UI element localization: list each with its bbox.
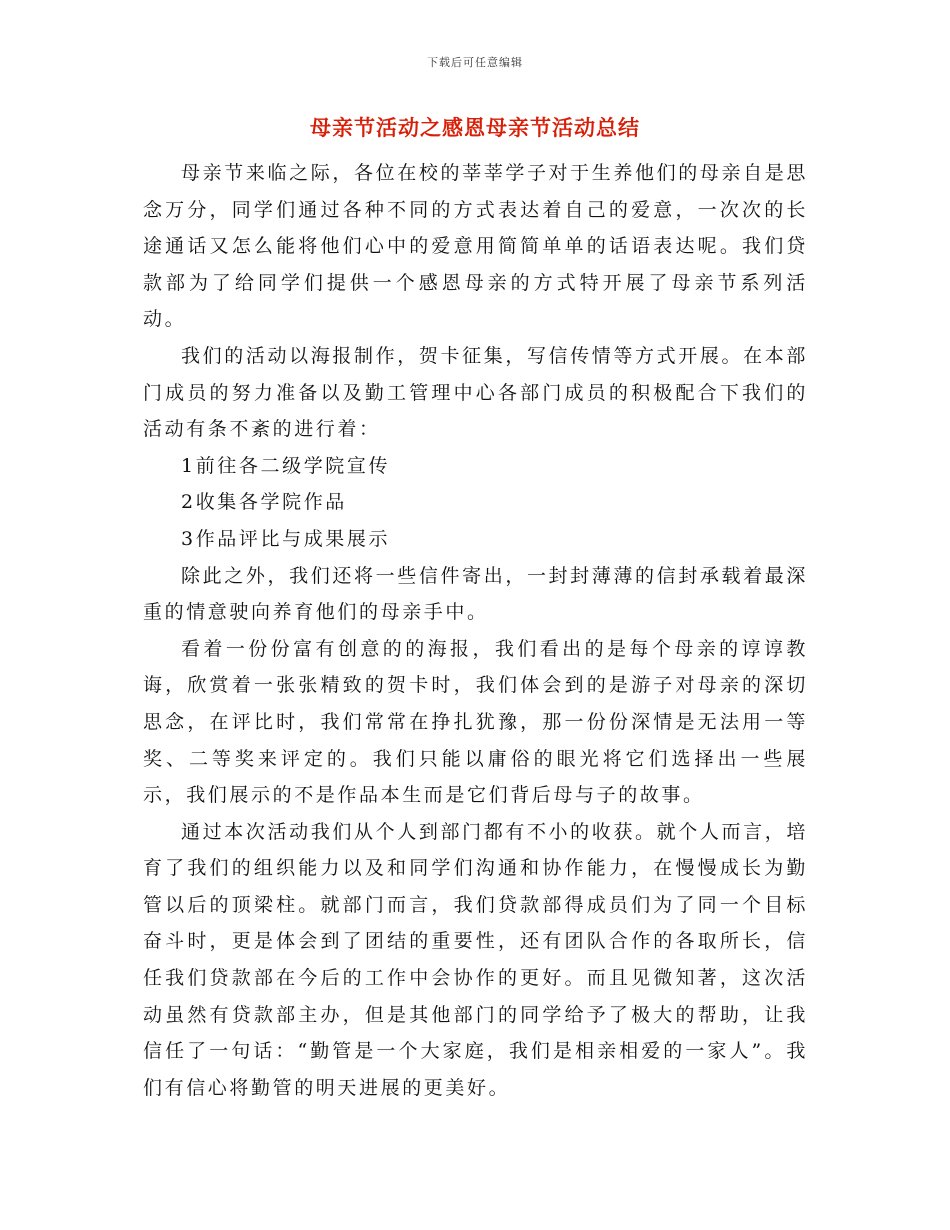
header-note: 下载后可任意编辑 bbox=[427, 56, 523, 69]
paragraph-reflection: 看着一份份富有创意的的海报，我们看出的是每个母亲的谆谆教诲，欣赏着一张张精致的贺卡时，我们体会到的是游子对母亲的深切思念，在评比时，我们常常在挣扎犹豫，那一份份深情是无法用一等奖、二等奖来评定的。我们只能以庸俗的眼光将它们选择出一些展示，我们展示的不是作品本生而是它们背后母与子的故事。 bbox=[143, 637, 808, 807]
list-item-2: 2收集各学院作品 bbox=[181, 491, 347, 514]
paragraph-activities: 我们的活动以海报制作，贺卡征集，写信传情等方式开展。在本部门成员的努力准备以及勤工管理中心各部门成员的积极配合下我们的活动有条不紊的进行着： bbox=[143, 344, 808, 441]
document-body bbox=[143, 155, 808, 1106]
paragraph-intro: 母亲节来临之际，各位在校的莘莘学子对于生养他们的母亲自是思念万分，同学们通过各种不同的方式表达着自己的爱意，一次次的长途通话又怎么能将他们心中的爱意用简简单单的话语表达呢。我们贷款部为了给同学们提供一个感恩母亲的方式特开展了母亲节系列活动。 bbox=[143, 162, 808, 331]
list-item-1: 1前往各二级学院宣传 bbox=[181, 454, 391, 477]
list-item-3: 3作品评比与成果展示 bbox=[181, 527, 391, 550]
paragraph-letters: 除此之外，我们还将一些信件寄出，一封封薄薄的信封承载着最深重的情意驶向养育他们的母亲手中。 bbox=[143, 564, 808, 624]
document-title: 母亲节活动之感恩母亲节活动总结 bbox=[310, 115, 640, 140]
paragraph-conclusion: 通过本次活动我们从个人到部门都有不小的收获。就个人而言，培育了我们的组织能力以及和同学们沟通和协作能力，在慢慢成长为勤管以后的顶梁柱。就部门而言，我们贷款部得成员们为了同一个目标奋斗时，更是体会到了团结的重要性，还有团队合作的各取所长，信任我们贷款部在今后的工作中会协作的更好。而且见微知著，这次活动虽然有贷款部主办，但是其他部门的同学给予了极大的帮助，让我信任了一句话：“勤管是一个大家庭，我们是相亲相爱的一家人”。我们有信心将勤管的明天进展的更美好。 bbox=[143, 820, 808, 1099]
